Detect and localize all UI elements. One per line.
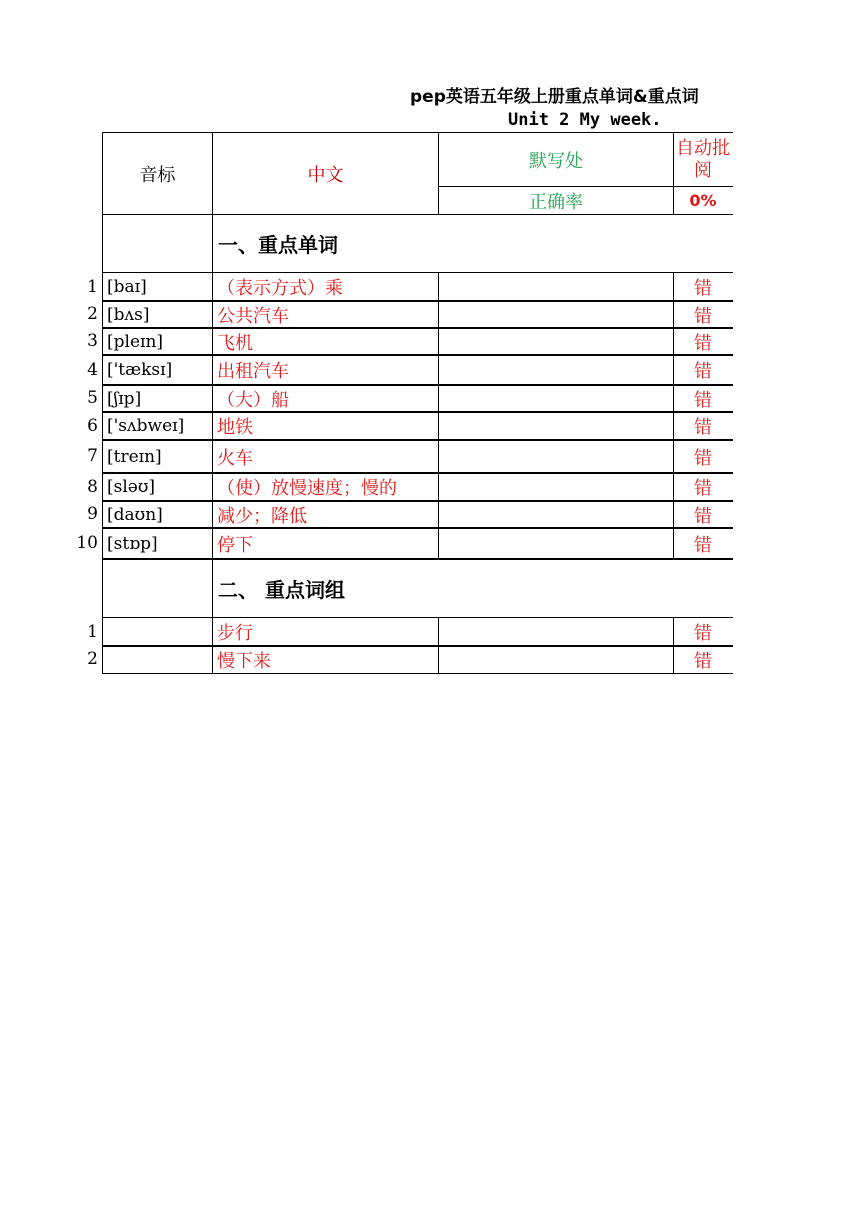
row-number: 2 (87, 649, 98, 669)
row-number: 7 (87, 446, 98, 466)
phonetic-cell: [treɪn] (102, 439, 213, 474)
row-number: 1 (87, 622, 98, 642)
chinese-meaning-cell: 停下 (212, 527, 439, 560)
chinese-meaning-cell: （表示方式）乘 (212, 272, 439, 302)
header-chinese: 中文 (212, 132, 439, 215)
row-number: 4 (87, 360, 98, 380)
dictation-answer-field[interactable] (438, 645, 674, 674)
phonetic-cell: ['sʌbweɪ] (102, 411, 213, 441)
section1-blank-cell (102, 214, 213, 273)
phonetic-cell (102, 617, 213, 647)
dictation-answer-field[interactable] (438, 384, 674, 413)
phonetic-cell: [stɒp] (102, 527, 213, 560)
phonetic-cell: ['tæksɪ] (102, 354, 213, 386)
chinese-meaning-cell: （大）船 (212, 384, 439, 413)
dictation-answer-field[interactable] (438, 272, 674, 302)
phonetic-cell: [ʃɪp] (102, 384, 213, 413)
auto-grade-mark: 错 (673, 527, 733, 560)
chinese-meaning-cell: 出租汽车 (212, 354, 439, 386)
auto-grade-mark: 错 (673, 645, 733, 674)
auto-grade-mark: 错 (673, 411, 733, 441)
row-number: 6 (87, 416, 98, 436)
chinese-meaning-cell: 公共汽车 (212, 300, 439, 329)
dictation-answer-field[interactable] (438, 500, 674, 529)
auto-grade-mark: 错 (673, 500, 733, 529)
dictation-answer-field[interactable] (438, 527, 674, 560)
row-number: 3 (87, 331, 98, 351)
phonetic-cell: [pleɪn] (102, 327, 213, 356)
auto-grade-mark: 错 (673, 300, 733, 329)
auto-grade-mark: 错 (673, 327, 733, 356)
row-number: 5 (87, 388, 98, 408)
row-number: 9 (87, 504, 98, 524)
chinese-meaning-cell: 飞机 (212, 327, 439, 356)
auto-grade-mark: 错 (673, 439, 733, 474)
dictation-answer-field[interactable] (438, 617, 674, 647)
phonetic-cell: [bʌs] (102, 300, 213, 329)
header-phonetic: 音标 (102, 132, 213, 215)
auto-grade-mark: 错 (673, 272, 733, 302)
page-title: pep英语五年级上册重点单词&重点词 (410, 87, 699, 107)
chinese-meaning-cell: 慢下来 (212, 645, 439, 674)
dictation-answer-field[interactable] (438, 327, 674, 356)
section2-title: 二、 重点词组 (212, 558, 733, 618)
dictation-answer-field[interactable] (438, 300, 674, 329)
phonetic-cell: [daʊn] (102, 500, 213, 529)
auto-grade-mark: 错 (673, 472, 733, 502)
chinese-meaning-cell: 地铁 (212, 411, 439, 441)
row-number: 1 (87, 277, 98, 297)
auto-grade-mark: 错 (673, 354, 733, 386)
phonetic-cell: [baɪ] (102, 272, 213, 302)
section2-blank-cell (102, 558, 213, 618)
chinese-meaning-cell: 减少；降低 (212, 500, 439, 529)
header-accuracy-label: 正确率 (438, 186, 674, 215)
chinese-meaning-cell: 步行 (212, 617, 439, 647)
header-auto-grade: 自动批阅 (673, 132, 733, 187)
auto-grade-mark: 错 (673, 617, 733, 647)
phonetic-cell (102, 645, 213, 674)
row-number: 2 (87, 304, 98, 324)
row-number: 10 (76, 533, 98, 553)
unit-subtitle: Unit 2 My week. (508, 110, 662, 130)
chinese-meaning-cell: （使）放慢速度；慢的 (212, 472, 439, 502)
dictation-answer-field[interactable] (438, 472, 674, 502)
section1-title: 一、重点单词 (212, 214, 733, 273)
chinese-meaning-cell: 火车 (212, 439, 439, 474)
dictation-answer-field[interactable] (438, 439, 674, 474)
header-accuracy-value: 0% (673, 186, 733, 215)
auto-grade-mark: 错 (673, 384, 733, 413)
row-number: 8 (87, 477, 98, 497)
dictation-answer-field[interactable] (438, 411, 674, 441)
dictation-answer-field[interactable] (438, 354, 674, 386)
header-dictation: 默写处 (438, 132, 674, 187)
phonetic-cell: [sləʊ] (102, 472, 213, 502)
